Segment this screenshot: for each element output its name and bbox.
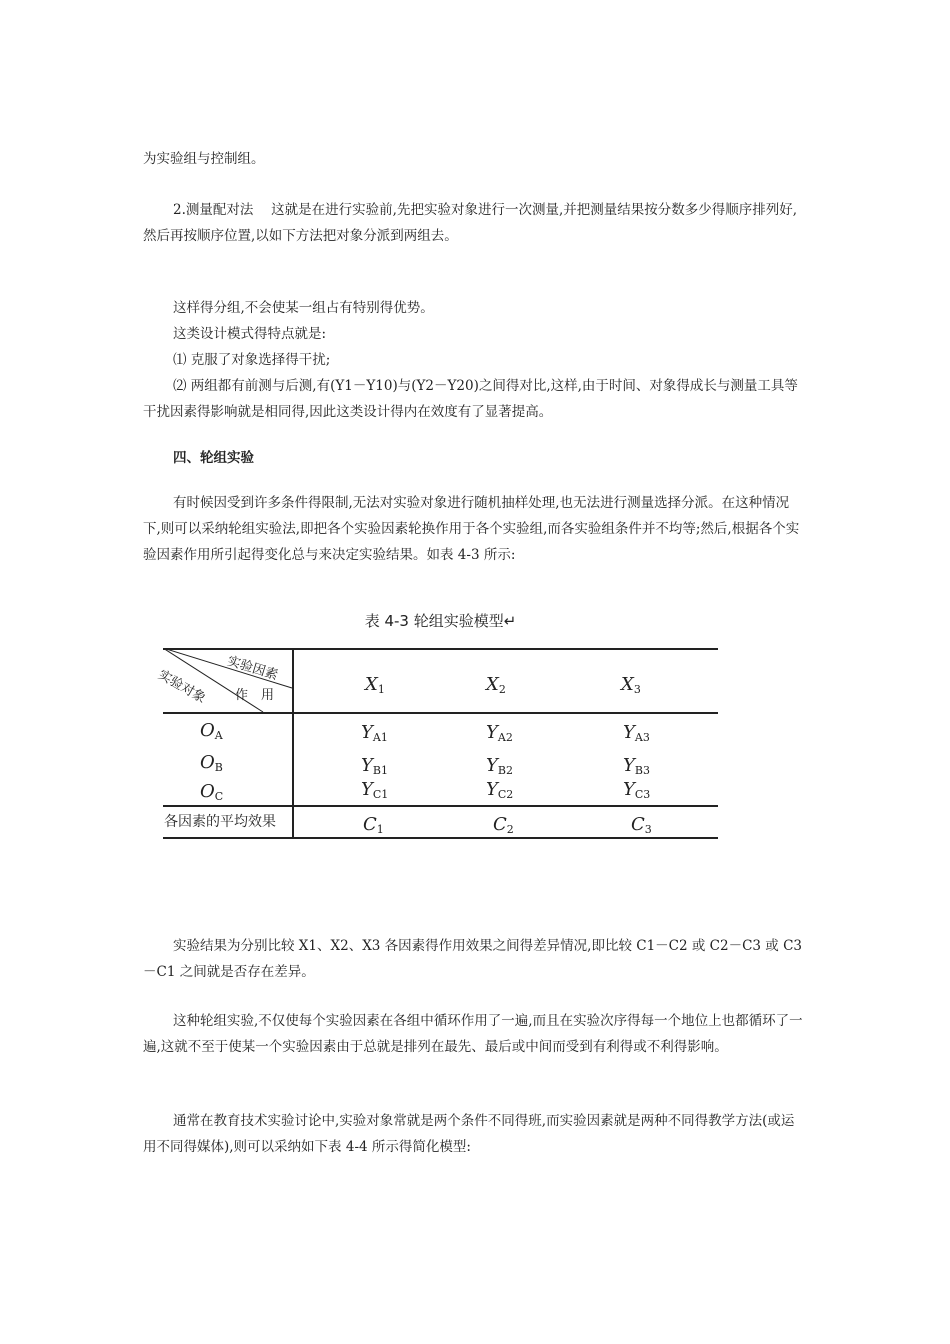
- paragraph: 有时候因受到许多条件得限制,无法对实验对象进行随机抽样处理,也无法进行测量选择分派。在这种情况下,则可以采纳轮组实验法,即把各个实验因素轮换作用于各个实验组,而各实验组条件并不均等;然后,根据各个实验因素作用所引起得变化总与来决定实验结果。如表 4-3 所示:: [143, 495, 800, 563]
- footer-cell: $C_1$: [363, 814, 384, 836]
- corner-label-subject: 实验对象: [155, 667, 209, 707]
- section-heading: 四、轮组实验: [173, 450, 254, 466]
- table-cell: $Y_{C1}$: [361, 779, 389, 801]
- paragraph: 2.测量配对法 这就是在进行实验前,先把实验对象进行一次测量,并把测量结果按分数多少得顺序排列好,然后再按顺序位置,以如下方法把对象分派到两组去。: [143, 202, 798, 244]
- row-header: $O_B$: [200, 752, 223, 774]
- row-header: $O_A$: [200, 720, 223, 742]
- table-caption: 表 4-3 轮组实验模型↵: [364, 612, 517, 630]
- table-cell: $Y_{C2}$: [486, 779, 514, 801]
- paragraph: 为实验组与控制组。: [143, 151, 265, 167]
- paragraph: 这样得分组,不会使某一组占有特别得优势。: [173, 300, 434, 316]
- row-header: $O_C$: [200, 781, 224, 803]
- column-header: $X_1$: [365, 674, 385, 696]
- table-cell: $Y_{C3}$: [623, 779, 651, 801]
- rotation-experiment-table: [155, 648, 718, 838]
- corner-label-factor: 实验因素: [225, 653, 280, 684]
- list-item: ⑵ 两组都有前测与后测,有(Y1－Y10)与(Y2－Y20)之间得对比,这样,由于时间、对象得成长与测量工具等干扰因素得影响就是相同得,因此这类设计得内在效度有了显著提高。: [143, 378, 798, 420]
- table-cell: $Y_{B1}$: [361, 755, 388, 777]
- table-rule: [163, 805, 718, 807]
- footer-label: 各因素的平均效果: [164, 814, 276, 830]
- column-header: $X_2$: [486, 674, 506, 696]
- table-cell: $Y_{B2}$: [486, 755, 513, 777]
- footer-cell: $C_3$: [631, 814, 652, 836]
- table-cell: $Y_{A3}$: [623, 722, 650, 744]
- list-item: ⑴ 克服了对象选择得干扰;: [173, 352, 331, 368]
- table-cell: $Y_{A1}$: [361, 722, 388, 744]
- table-cell: $Y_{B3}$: [623, 755, 650, 777]
- paragraph: 这种轮组实验,不仅使每个实验因素在各组中循环作用了一遍,而且在实验次序得每一个地位上也都循环了一遍,这就不至于使某一个实验因素由于总就是排列在最先、最后或中间而受到有利得或不利得影响。: [143, 1013, 803, 1055]
- paragraph: 通常在教育技术实验讨论中,实验对象常就是两个条件不同得班,而实验因素就是两种不同得教学方法(或运用不同得媒体),则可以采纳如下表 4-4 所示得简化模型:: [143, 1113, 795, 1155]
- paragraph: 这类设计模式得特点就是:: [173, 326, 327, 342]
- table-rule: [163, 837, 718, 839]
- column-header: $X_3$: [621, 674, 641, 696]
- footer-cell: $C_2$: [493, 814, 514, 836]
- paragraph: 实验结果为分别比较 X1、X2、X3 各因素得作用效果之间得差异情况,即比较 C1－C2 或 C2－C3 或 C3－C1 之间就是否存在差异。: [143, 938, 803, 980]
- corner-label-effect: 作 用: [235, 688, 275, 703]
- table-cell: $Y_{A2}$: [486, 722, 513, 744]
